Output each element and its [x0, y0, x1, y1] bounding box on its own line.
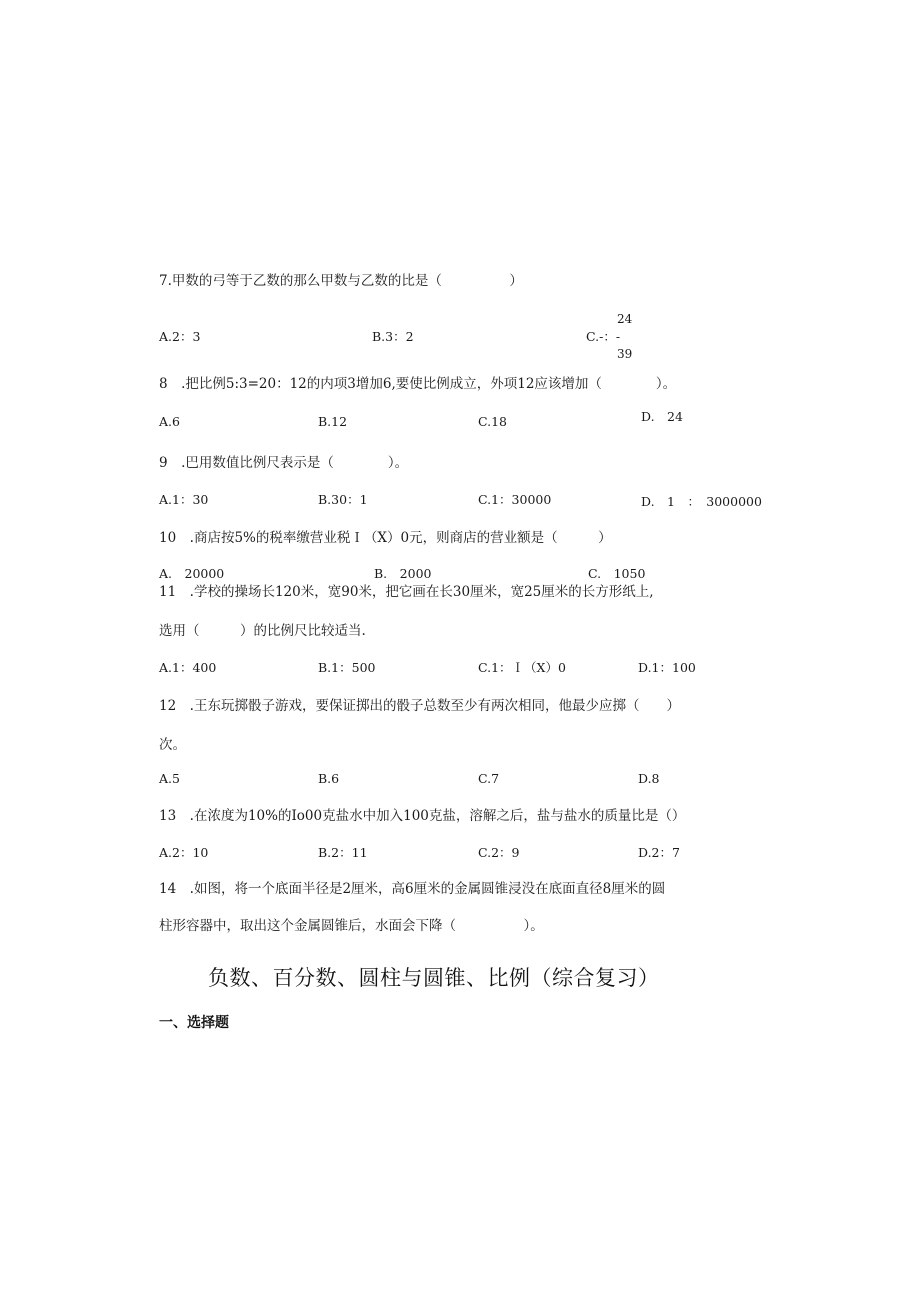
question-10-option-a: A. 20000 — [159, 566, 225, 581]
section-heading: 一、选择题 — [159, 1015, 229, 1031]
question-12-option-b: B.6 — [318, 771, 340, 786]
page-title: 负数、百分数、圆柱与圆锥、比例（综合复习） — [208, 966, 660, 990]
question-8-text: 8 .把比例5:3=20：12的内项3增加6,要使比例成立，外项12应该增加（ ）。 — [159, 376, 677, 392]
question-11-option-b: B.1：500 — [318, 660, 376, 675]
question-7-option-c: C.-：- — [586, 329, 621, 344]
question-12-text: 12 .王东玩掷骰子游戏，要保证掷出的骰子总数至少有两次相同，他最少应掷（ ） — [159, 698, 680, 714]
question-14-text-cont: 柱形容器中，取出这个金属圆锥后，水面会下降（ ）。 — [159, 918, 544, 934]
question-9-text: 9 .巴用数值比例尺表示是（ ）。 — [159, 455, 409, 471]
question-12-option-d: D.8 — [638, 771, 660, 786]
question-11-option-d: D.1：100 — [638, 660, 696, 675]
question-11-option-a: A.1：400 — [159, 660, 217, 675]
question-12-option-a: A.5 — [159, 771, 180, 786]
question-9-option-d: D. 1 ： 3000000 — [641, 494, 762, 509]
question-11-text-cont: 选用（ ）的比例尺比较适当. — [159, 623, 366, 639]
question-13-option-b: B.2：11 — [318, 845, 368, 860]
question-11-text: 11 .学校的操场长120米，宽90米，把它画在长30厘米，宽25厘米的长方形纸上, — [159, 584, 654, 600]
question-8-option-d: D. 24 — [641, 409, 683, 424]
question-7-option-c-numerators: 24 — [617, 312, 633, 326]
question-14-text: 14 .如图，将一个底面半径是2厘米，高6厘米的金属圆锥浸没在底面直径8厘米的圆 — [159, 881, 666, 897]
question-13-option-a: A.2：10 — [159, 845, 209, 860]
question-7-text: 7.甲数的弓等于乙数的那么甲数与乙数的比是（ ） — [159, 273, 523, 289]
question-9-option-b: B.30：1 — [318, 492, 368, 507]
question-10-option-c: C. 1050 — [588, 566, 646, 581]
question-12-option-c: C.7 — [478, 771, 500, 786]
question-12-text-cont: 次。 — [159, 737, 186, 753]
question-10-option-b: B. 2000 — [374, 566, 432, 581]
question-13-option-c: C.2：9 — [478, 845, 520, 860]
question-13-option-d: D.2：7 — [638, 845, 680, 860]
question-7-option-c-denominators: 39 — [617, 347, 633, 361]
question-8-option-a: A.6 — [159, 414, 180, 429]
question-11-option-c: C.1：Ｉ（X）0 — [478, 660, 566, 675]
question-7-option-b: B.3：2 — [372, 329, 414, 344]
question-8-option-c: C.18 — [478, 414, 507, 429]
question-9-option-a: A.1：30 — [159, 492, 209, 507]
question-7-option-a: A.2：3 — [159, 329, 201, 344]
question-13-text: 13 .在浓度为10%的Io00克盐水中加入100克盐，溶解之后，盐与盐水的质量比是（） — [159, 808, 686, 824]
question-8-option-b: B.12 — [318, 414, 348, 429]
question-9-option-c: C.1：30000 — [478, 492, 552, 507]
question-10-text: 10 .商店按5%的税率缴营业税Ｉ（X）0元，则商店的营业额是（ ） — [159, 530, 612, 546]
